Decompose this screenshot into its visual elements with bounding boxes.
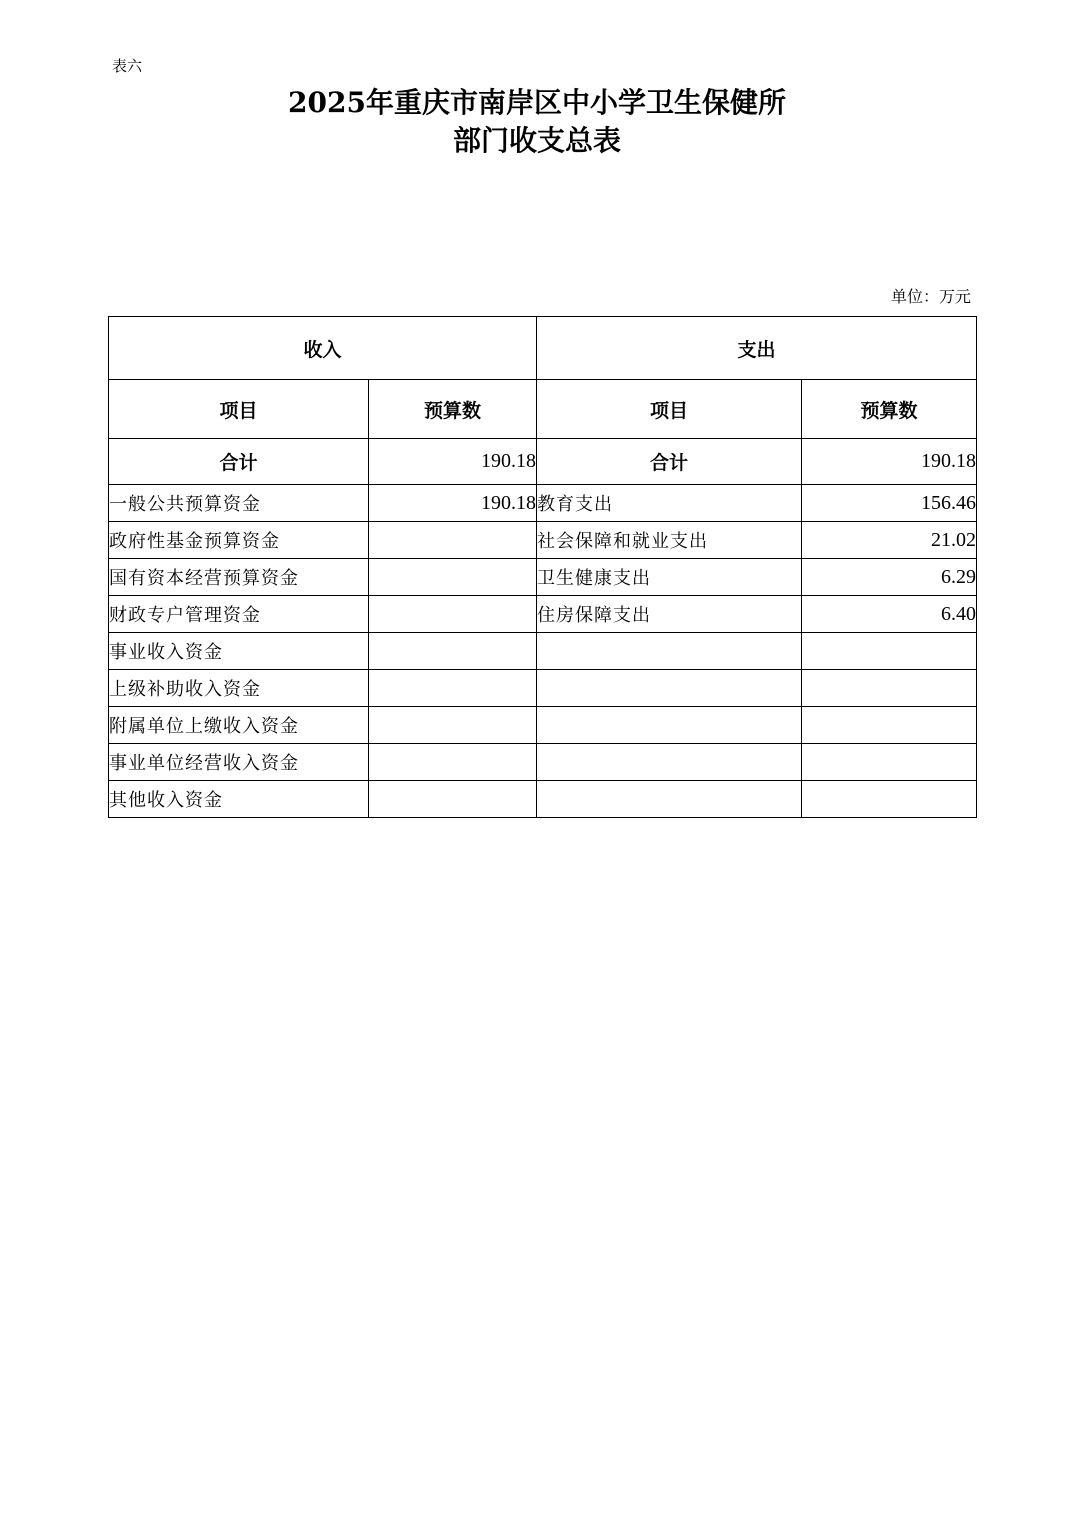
income-amount-cell [369, 670, 537, 707]
table-row [109, 633, 977, 670]
expenditure-total-label: 合计 [537, 439, 802, 485]
table-row [109, 596, 977, 633]
expenditure-item-header: 项目 [537, 380, 802, 439]
income-section-header: 收入 [109, 317, 537, 380]
income-amount-cell [369, 559, 537, 596]
table-row [109, 670, 977, 707]
income-amount-cell [369, 707, 537, 744]
expenditure-total-value: 190.18 [802, 439, 977, 485]
expenditure-amount-cell: 156.46 [802, 485, 977, 522]
expenditure-amount-cell [802, 781, 977, 818]
income-item-header: 项目 [109, 380, 369, 439]
income-item-cell: 附属单位上缴收入资金 [109, 707, 369, 744]
expenditure-amount-cell [802, 670, 977, 707]
income-item-cell: 事业单位经营收入资金 [109, 744, 369, 781]
expenditure-item-cell [537, 633, 802, 670]
table-row [109, 744, 977, 781]
section-header-row [109, 317, 977, 380]
expenditure-item-cell [537, 781, 802, 818]
table-row [109, 559, 977, 596]
income-item-cell: 财政专户管理资金 [109, 596, 369, 633]
document-title-line1: 2025年重庆市南岸区中小学卫生保健所 [288, 86, 786, 119]
income-item-cell: 国有资本经营预算资金 [109, 559, 369, 596]
expenditure-item-cell: 住房保障支出 [537, 596, 802, 633]
income-amount-cell [369, 781, 537, 818]
expenditure-amount-cell [802, 707, 977, 744]
table-row [109, 485, 977, 522]
income-amount-cell [369, 522, 537, 559]
income-item-cell: 上级补助收入资金 [109, 670, 369, 707]
unit-label: 单位：万元 [890, 287, 971, 306]
table-row [109, 781, 977, 818]
expenditure-item-cell [537, 744, 802, 781]
income-amount-cell [369, 596, 537, 633]
table-body [109, 485, 977, 818]
expenditure-item-cell: 教育支出 [537, 485, 802, 522]
income-budget-header: 预算数 [369, 380, 537, 439]
column-header-row [109, 380, 977, 439]
expenditure-amount-cell: 21.02 [802, 522, 977, 559]
expenditure-amount-cell [802, 744, 977, 781]
expenditure-item-cell [537, 707, 802, 744]
income-item-cell: 事业收入资金 [109, 633, 369, 670]
income-item-cell: 一般公共预算资金 [109, 485, 369, 522]
table-row [109, 707, 977, 744]
table-row [109, 522, 977, 559]
income-item-cell: 政府性基金预算资金 [109, 522, 369, 559]
table-number-label: 表六 [112, 57, 143, 75]
expenditure-amount-cell: 6.29 [802, 559, 977, 596]
income-expenditure-table [108, 316, 977, 818]
expenditure-item-cell: 卫生健康支出 [537, 559, 802, 596]
expenditure-item-cell [537, 670, 802, 707]
income-total-value: 190.18 [369, 439, 537, 485]
income-total-label: 合计 [109, 439, 369, 485]
expenditure-amount-cell: 6.40 [802, 596, 977, 633]
document-title-line2: 部门收支总表 [452, 124, 621, 157]
income-amount-cell [369, 633, 537, 670]
expenditure-item-cell: 社会保障和就业支出 [537, 522, 802, 559]
income-item-cell: 其他收入资金 [109, 781, 369, 818]
expenditure-section-header: 支出 [537, 317, 977, 380]
income-amount-cell: 190.18 [369, 485, 537, 522]
total-row [109, 439, 977, 485]
income-amount-cell [369, 744, 537, 781]
expenditure-amount-cell [802, 633, 977, 670]
expenditure-budget-header: 预算数 [802, 380, 977, 439]
